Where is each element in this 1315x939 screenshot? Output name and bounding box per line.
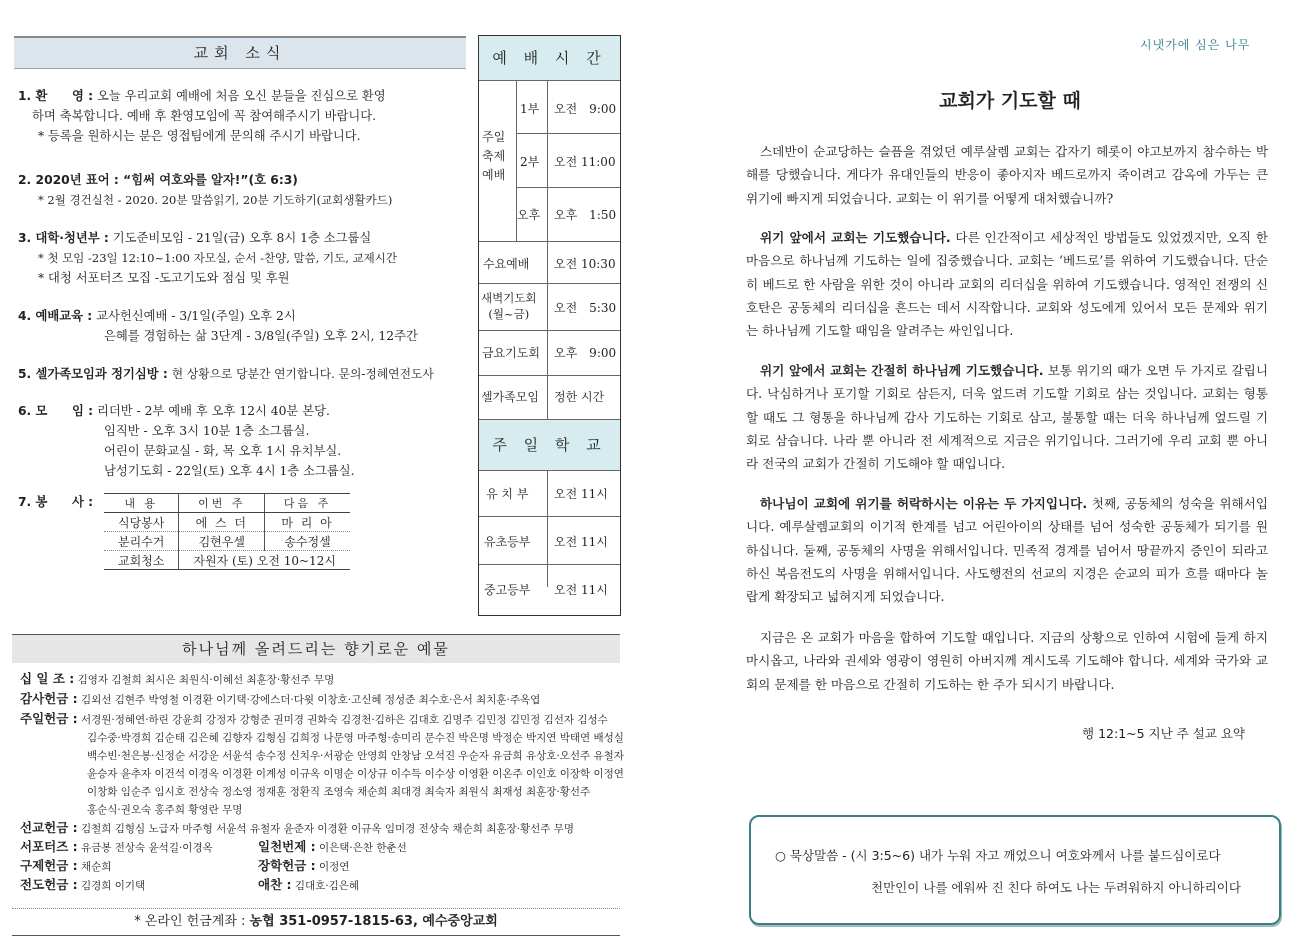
volunteer-table [104,493,350,570]
sermon-paragraph: 스데반이 순교당하는 슬픔을 겪었던 예루살렘 교회는 갑자기 헤롯이 야고보까지 참수하는 박해를 당했습니다. 게다가 유대인들의 반응이 좋아지자 베드로까지 죽이려고 감옥에 가두는 큰 위기에 빠지게 되었습니다. 교회는 이 위기를 어떻게 대처했습니까? [746,144,1268,206]
offering-pair-row: 장학헌금 : 이정연 [258,858,350,873]
meditation-line: ○ 묵상말씀 - (시 3:5~6) 내가 누워 자고 깨었으니 여호와께서 나를 붙드심이로다 [775,848,1221,863]
sermon-paragraph: 위기 앞에서 교회는 간절히 하나님께 기도했습니다. 보통 위기의 때가 오면 두 가지로 갈립니다. 낙심하거나 포기할 기회로 삼든지, 더욱 엎드려 기도할 기회로 삼는 것입니다. 교회는 형통할 때도 그 형통을 하나님께 감사 기도하는 기회로 삼고, 불통할 때는 더욱 하나님께 엎드릴 기회로 삼습니다. 나라 뿐 아니라 전 세계적으로 지금은 위기입니다. 그러기에 우리 교회 뿐 아니라 전국의 교회가 간절히 기도해야 할 때입니다. [746,363,1269,472]
table-row: 교회청소 자원자 (토) 오전 10~12시 [104,551,350,570]
offering-pair-row: 애찬 : 김대호·김은혜 [258,877,360,892]
online-offering-account: * 온라인 헌금계좌 : 농협 351-0957-1815-63, 예수중앙교회 [12,908,620,936]
table-row: 분리수거 김현우셀 송수정셀 [104,532,350,551]
offering-pair-row: 구제헌금 : 채순희 [20,858,112,873]
offering-pair-row: 전도헌금 : 김경희 이기택 [20,877,146,892]
service-times-title: 예 배 시 간 [479,36,620,81]
offering-sunday: 주일헌금 : 서경원·정혜연·하린 강윤희 강정자 강형준 권미경 권화숙 김경천·김하은 김대호 김명주 김민정 김민정 김선자 김성수 김수중·박경희 김순태 김은혜 김향자 김형심 김희정 나문영 마주형·송미리 문수진 박은명 박정순 박지연 박태연 배성실 백수빈·천은봉·신정순 서강운 서윤석 송수정 신치우·서광순 안영희 안창남 오석진 우순자 유금희 유상호·오선주 유철자 윤승자 윤추자 이건석 이경옥 이경환 이계성 이규옥 이명순 이상규 이수득 이수상 이영환 이온주 이인호 이장학 이정연 이창화 임순주 임시호 전상숙 정소영 정재훈 정환직 조영숙 채순희 최대경 최숙자 최원식 최재성 최훈장·황선주 홍순식·권오숙 홍주희 황영란 무명 [20,711,624,816]
news-item-service: 7. 봉 사 : [18,495,94,509]
offering-tithe: 십 일 조 : 김영자 김철희 최시은 최원식·이혜선 최훈장·황선주 무명 [20,671,335,686]
sermon-reference: 행 12:1~5 지난 주 설교 요약 [1082,726,1245,741]
sunday-service-label: 주일 축제 예배 [482,130,506,182]
news-item-meetings: 6. 모 임 : 리더반 - 2부 예배 후 오후 12시 40분 본당. 임직반 - 오후 3시 10분 1층 소그룹실. 어린이 문화교실 - 화, 목 오후 1시 유치부실. 남성기도회 - 22일(토) 오후 4시 1층 소그룹실. [18,404,355,478]
sermon-paragraph: 위기 앞에서 교회는 기도했습니다. 다른 인간적이고 세상적인 방법들도 있었겠지만, 오직 한 마음으로 하나님께 기도하는 일에 집중했습니다. 교회는 ‘베드로’를 위하여 기도했습니다. 단순히 베드로 한 사람을 위한 것이 아니라 교회의 리더십을 위하여 기도했습니다. 영적인 전쟁의 신호탄은 공동체의 리더십을 흔드는 데서 시작합니다. 교회와 성도에게 있어서 모든 문제와 위기는 하나님께 기도할 때임을 알려주는 싸인입니다. [746,230,1268,339]
offering-pair-row: 서포터즈 : 유금봉 전상숙 윤석길·이경옥 [20,839,213,854]
meditation-line: 천만인이 나를 에워싸 진 친다 하여도 나는 두려워하지 아니하리이다 [871,880,1241,895]
sunday-school-title: 주 일 학 교 [479,419,620,471]
news-item-welcome: 1. 환 영 : 오늘 우리교회 예배에 처음 오신 분들을 진심으로 환영 하며 축복합니다. 예배 후 환영모임에 꼭 참여해주시기 바랍니다. * 등록을 원하시는 분은 영접팀에게 문의해 주시기 바랍니다. [18,89,386,143]
sermon-paragraph: 하나님이 교회에 위기를 허락하시는 이유는 두 가지입니다. 첫째, 공동체의 성숙을 위해서입니다. 예루살렘교회의 이기적 한계를 넘고 어린아이의 상태를 넘어 성숙한 공동체가 되기를 원하십니다. 둘째, 공동체의 사명을 위해서입니다. 민족적 경계를 넘어서 땅끝까지 증인이 되라고 하신 복음전도의 사명을 위해서입니다. 사도행전의 선교의 지경은 순교의 피가 흐를 때마다 놀랍게 확장되고 넓혀지게 되었습니다. [746,496,1268,605]
service-times-table: 예 배 시 간 주일 축제 예배 1부 오전 9:00 2부 오전 11:00 오후 오후 1:50 수요예배 오전 10:30 새벽기도회 (월~금) 오전 5:30 금요기도회 오후 9:00 셀가족모임 정한 시간 주 일 학 교 유 치 부 오전 11시 유초등부 오전 11시 중고등부 오전 11시 [478,35,621,616]
offering-pair-row: 일천번제 : 이은택·은찬 한춘선 [258,839,407,854]
news-item-motto: 2. 2020년 표어 : “힘써 여호와를 알자!”(호 6:3) * 2월 경건실천 - 2020. 20분 말씀읽기, 20분 기도하기(교회생활카드) [18,173,393,207]
sermon-paragraph: 지금은 온 교회가 마음을 합하여 기도할 때입니다. 지금의 상황으로 인하여 시험에 들게 하지 마시옵고, 나라와 권세와 영광이 영원히 아버지께 계시도록 기도해야 합니다. 세계와 국가와 교회의 문제를 한 마음으로 간절히 기도하는 한 주가 되시기 바랍니다. [746,630,1268,692]
news-item-education: 4. 예배교육 : 교사헌신예배 - 3/1일(주일) 오후 2시 은혜를 경험하는 삶 3단계 - 3/8일(주일) 오후 2시, 12주간 [18,309,418,343]
sermon-title: 교회가 기도할 때 [939,90,1081,112]
news-item-youth: 3. 대학·청년부 : 기도준비모임 - 21일(금) 오후 8시 1층 소그룹실 * 첫 모임 -23일 12:10~1:00 자모실, 순서 -찬양, 말씀, 기도, 교제시간 * 대청 서포터즈 모집 -도고기도와 점심 및 후원 [18,231,398,285]
offering-mission: 선교헌금 : 김철희 김형심 노급자 마주형 서윤석 유철자 윤준자 이경환 이규옥 임미경 전상숙 채순희 최훈장·황선주 무명 [20,820,575,835]
offering-thanks: 감사헌금 : 김외선 김현주 박영철 이경환 이기택·강에스더·다윗 이창호·고신혜 정성준 최수호·은서 최치훈·주옥엽 [20,691,541,706]
news-item-cell: 5. 셀가족모임과 정기심방 : 현 상황으로 당분간 연기합니다. 문의-정혜연전도사 [18,367,434,381]
meditation-box [749,815,1281,925]
offerings-title: 하나님께 올려드리는 향기로운 예물 [12,634,620,663]
news-title: 교회 소식 [14,36,466,69]
table-row: 식당봉사 에 스 더 마 리 아 [104,513,350,532]
volunteer-header-row: 내 용 이번 주 다음 주 [104,494,350,513]
tagline: 시냇가에 심은 나무 [1140,38,1251,52]
